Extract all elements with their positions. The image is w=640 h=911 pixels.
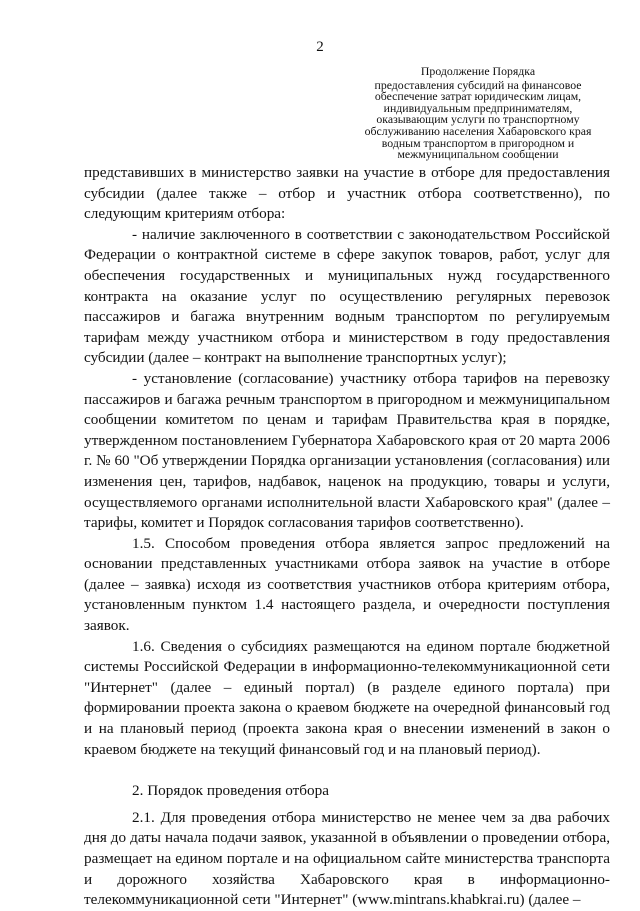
header-line: межмуниципальном сообщении: [397, 147, 559, 162]
page-number: 2: [316, 39, 324, 55]
header-line: водным транспортом в пригородном и: [381, 135, 575, 150]
document-header: [352, 66, 604, 161]
header-continuation: Продолжение Порядка: [420, 64, 536, 78]
paragraph-continuation: представивших в министерство заявки на участие в отборе для предоставления субсидии (далее также – отбор и участник отбора соответственно), по следующим критериям отбора:: [84, 164, 610, 223]
header-line: оказывающим услуги по транспортному: [376, 112, 580, 127]
header-line: индивидуальным предпринимателям,: [383, 100, 573, 115]
document-body: [84, 163, 610, 911]
paragraph-criterion-tariffs: - установление (согласование) участнику отбора тарифов на перевозку пассажиров и багажа речным транспортом в пригородном и межмуниципальном сообщении комитетом по ценам и тарифам Правительства края в порядке, утвержденном постановлением Губернатора Хабаровского края от 20 марта 2006 г. № 60 "Об утверждении Порядка организации установления (согласования) или изменения цен, тарифов, надбавок, наценок на продукцию, товары и услуги, осуществляемого органами исполнительной власти Хабаровского края" (далее – тарифы, комитет и Порядок согласования тарифов соответственно).: [84, 369, 610, 532]
paragraph-1-5: 1.5. Способом проведения отбора является запрос предложений на основании представленных участниками отбора заявок на участие в отборе (далее – заявка) исходя из соответствия участников отбора критериям отбора, установленным пунктом 1.4 настоящего раздела, и очередности поступления заявок.: [84, 534, 610, 635]
paragraph-1-6: 1.6. Сведения о субсидиях размещаются на едином портале бюджетной системы Российской Федерации в информационно-телекоммуникационной сети "Интернет" (далее – единый портал) (в разделе единого портала) при формировании проекта закона о краевом бюджете на очередной финансовый год и на плановый период (проекта закона края о внесении изменений в закон о краевом бюджете на текущий финансовый год и на плановый период).: [84, 637, 610, 758]
paragraph-2-1: 2.1. Для проведения отбора министерство не менее чем за два рабочих дня до даты начала подачи заявок, указанной в объявлении о проведении отбора, размещает на едином портале и на официальном сайте министерства транспорта и дорожного хозяйства Хабаровского края в информационно-телекоммуникационной сети "Интернет" (www.mintrans.khabkrai.ru) (далее –: [84, 808, 610, 909]
header-line: предоставления субсидий на финансовое: [374, 77, 582, 92]
section-title: 2. Порядок проведения отбора: [132, 782, 329, 800]
header-line: обеспечение затрат юридическим лицам,: [374, 89, 582, 104]
paragraph-criterion-contract: - наличие заключенного в соответствии с законодательством Российской Федерации о контрактной системе в сфере закупок товаров, работ, услуг для обеспечения государственных и муниципальных нужд государственного контракта на оказание услуг по осуществлению регулярных перевозок пассажиров и багажа внутренним водным транспортом по регулируемым тарифам между участником отбора и министерством в году предоставления субсидии (далее – контракт на выполнение транспортных услуг);: [84, 225, 610, 367]
header-line: обслуживанию населения Хабаровского края: [364, 123, 592, 138]
